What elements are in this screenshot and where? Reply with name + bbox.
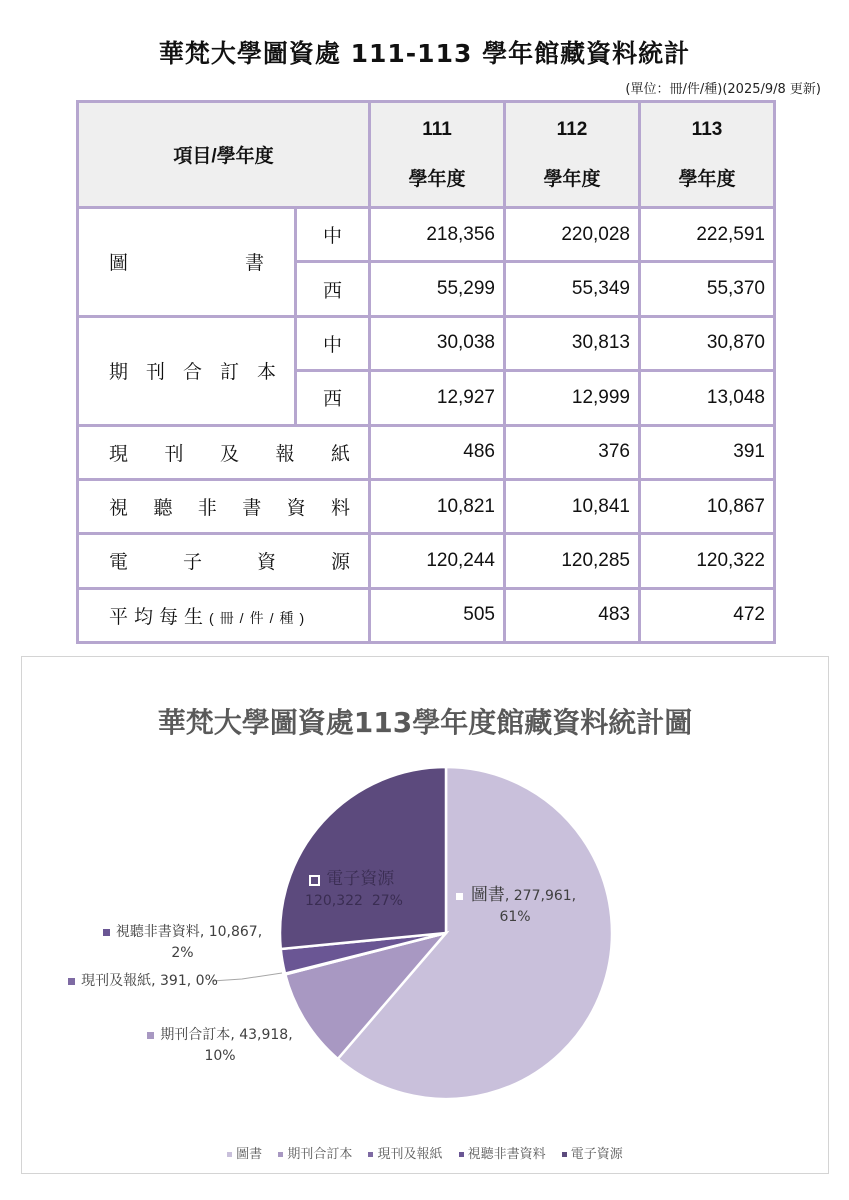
page-title: 華梵大學圖資處 111-113 學年館藏資料統計 bbox=[158, 39, 691, 68]
pie-chart-svg bbox=[22, 657, 828, 1173]
slice-label-value: 10,867 bbox=[208, 924, 258, 940]
year-suffix: 學年度 bbox=[678, 168, 736, 190]
slice-label-name: 電子資源 bbox=[326, 869, 395, 889]
year-number: 113 bbox=[691, 118, 723, 140]
year-number: 112 bbox=[556, 118, 588, 140]
table-cell: 376 bbox=[505, 425, 640, 479]
year-number: 111 bbox=[422, 118, 452, 140]
year-suffix: 學年度 bbox=[408, 168, 466, 190]
table-cell: 120,244 bbox=[370, 534, 505, 588]
label-swatch bbox=[454, 891, 465, 902]
label-swatch bbox=[147, 1032, 154, 1039]
legend-label: 電子資源 bbox=[570, 1147, 623, 1162]
table-cell: 486 bbox=[370, 425, 505, 479]
table-cell: 30,870 bbox=[640, 316, 775, 370]
slice-label-books: 圖書, 277,961, 61% bbox=[440, 885, 590, 928]
table-cell: 218,356 bbox=[370, 208, 505, 262]
legend-swatch bbox=[459, 1152, 464, 1157]
pie-chart bbox=[21, 656, 829, 1174]
category-av-materials: 視聽非書資料 bbox=[78, 479, 370, 533]
legend-item bbox=[368, 1147, 442, 1162]
table-row bbox=[78, 534, 775, 588]
legend-item bbox=[562, 1147, 623, 1162]
slice-label-percent: 61% bbox=[499, 909, 531, 925]
legend-label: 視聽非書資料 bbox=[467, 1147, 546, 1162]
sub-category-western: 西 bbox=[296, 262, 370, 316]
table-cell: 10,821 bbox=[370, 479, 505, 533]
category-e-resources: 電子資源 bbox=[78, 534, 370, 588]
per-student-label: 平均每生 bbox=[109, 606, 210, 628]
statistics-table bbox=[76, 100, 776, 644]
table-cell: 391 bbox=[640, 425, 775, 479]
table-row bbox=[78, 208, 775, 262]
legend-label: 現刊及報紙 bbox=[377, 1147, 443, 1162]
table-cell: 220,028 bbox=[505, 208, 640, 262]
header-year-111 bbox=[370, 102, 505, 208]
legend-label: 圖書 bbox=[236, 1147, 263, 1162]
sub-category-chinese: 中 bbox=[296, 208, 370, 262]
table-cell: 222,591 bbox=[640, 208, 775, 262]
slice-label-percent: 2% bbox=[171, 945, 194, 961]
table-row bbox=[78, 425, 775, 479]
label-swatch bbox=[309, 875, 320, 886]
slice-label-name: 現刊及報紙 bbox=[81, 973, 152, 989]
table-cell: 472 bbox=[640, 588, 775, 642]
table-cell: 12,927 bbox=[370, 371, 505, 425]
slice-label-percent: 0% bbox=[195, 973, 218, 989]
year-suffix: 學年度 bbox=[543, 168, 601, 190]
legend-swatch bbox=[278, 1152, 283, 1157]
slice-label-percent: 27% bbox=[371, 893, 403, 909]
category-books: 圖書 bbox=[78, 208, 296, 317]
legend-label: 期刊合訂本 bbox=[287, 1147, 353, 1162]
table-row bbox=[78, 588, 775, 642]
table-cell: 12,999 bbox=[505, 371, 640, 425]
chart-legend bbox=[22, 1143, 828, 1162]
table-cell: 120,285 bbox=[505, 534, 640, 588]
label-swatch bbox=[103, 929, 110, 936]
table-cell: 10,867 bbox=[640, 479, 775, 533]
label-swatch bbox=[68, 978, 75, 985]
header-year-112 bbox=[505, 102, 640, 208]
header-item: 項目/學年度 bbox=[78, 102, 370, 208]
slice-label-value: 277,961 bbox=[513, 888, 572, 904]
category-bound-periodicals: 期刊合訂本 bbox=[78, 316, 296, 425]
sub-category-chinese: 中 bbox=[296, 316, 370, 370]
table-cell: 505 bbox=[370, 588, 505, 642]
header-year-113 bbox=[640, 102, 775, 208]
category-per-student bbox=[78, 588, 370, 642]
legend-item bbox=[459, 1147, 546, 1162]
slice-label-value: 391 bbox=[160, 973, 187, 989]
per-student-unit: (冊/件/種) bbox=[209, 609, 311, 626]
table-cell: 30,038 bbox=[370, 316, 505, 370]
sub-category-western: 西 bbox=[296, 371, 370, 425]
table-cell: 55,349 bbox=[505, 262, 640, 316]
slice-label-bound-periodicals: 期刊合訂本, 43,918, 10% bbox=[132, 1025, 308, 1067]
table-row bbox=[78, 479, 775, 533]
slice-label-value: 43,918 bbox=[239, 1027, 289, 1043]
slice-label-current-periodicals: 現刊及報紙, 391, 0% bbox=[58, 971, 228, 992]
slice-label-value: 120,322 bbox=[305, 893, 363, 909]
legend-swatch bbox=[562, 1152, 567, 1157]
table-cell: 55,370 bbox=[640, 262, 775, 316]
category-current-periodicals: 現刊及報紙 bbox=[78, 425, 370, 479]
slice-label-name: 視聽非書資料 bbox=[115, 924, 200, 940]
table-header-row bbox=[78, 102, 775, 208]
table-row bbox=[78, 316, 775, 370]
table-cell: 13,048 bbox=[640, 371, 775, 425]
legend-item bbox=[278, 1147, 352, 1162]
slice-label-percent: 10% bbox=[204, 1048, 236, 1064]
table-cell: 10,841 bbox=[505, 479, 640, 533]
slice-label-name: 期刊合訂本 bbox=[160, 1027, 231, 1043]
table-cell: 55,299 bbox=[370, 262, 505, 316]
legend-swatch bbox=[368, 1152, 373, 1157]
table-cell: 120,322 bbox=[640, 534, 775, 588]
slice-label-av-materials: 視聽非書資料, 10,867, 2% bbox=[90, 922, 275, 964]
slice-label-name: 圖書 bbox=[470, 885, 505, 905]
slice-label-e-resources: 電子資源, 120,322, 27% bbox=[305, 869, 403, 909]
table-cell: 30,813 bbox=[505, 316, 640, 370]
legend-swatch bbox=[227, 1152, 232, 1157]
table-cell: 483 bbox=[505, 588, 640, 642]
slice-e-resources bbox=[280, 767, 446, 949]
chart-title: 華梵大學圖資處113學年度館藏資料統計圖 bbox=[157, 706, 693, 739]
unit-note: (單位：冊/件/種)(2025/9/8 更新) bbox=[625, 82, 821, 97]
legend-item bbox=[227, 1147, 262, 1162]
